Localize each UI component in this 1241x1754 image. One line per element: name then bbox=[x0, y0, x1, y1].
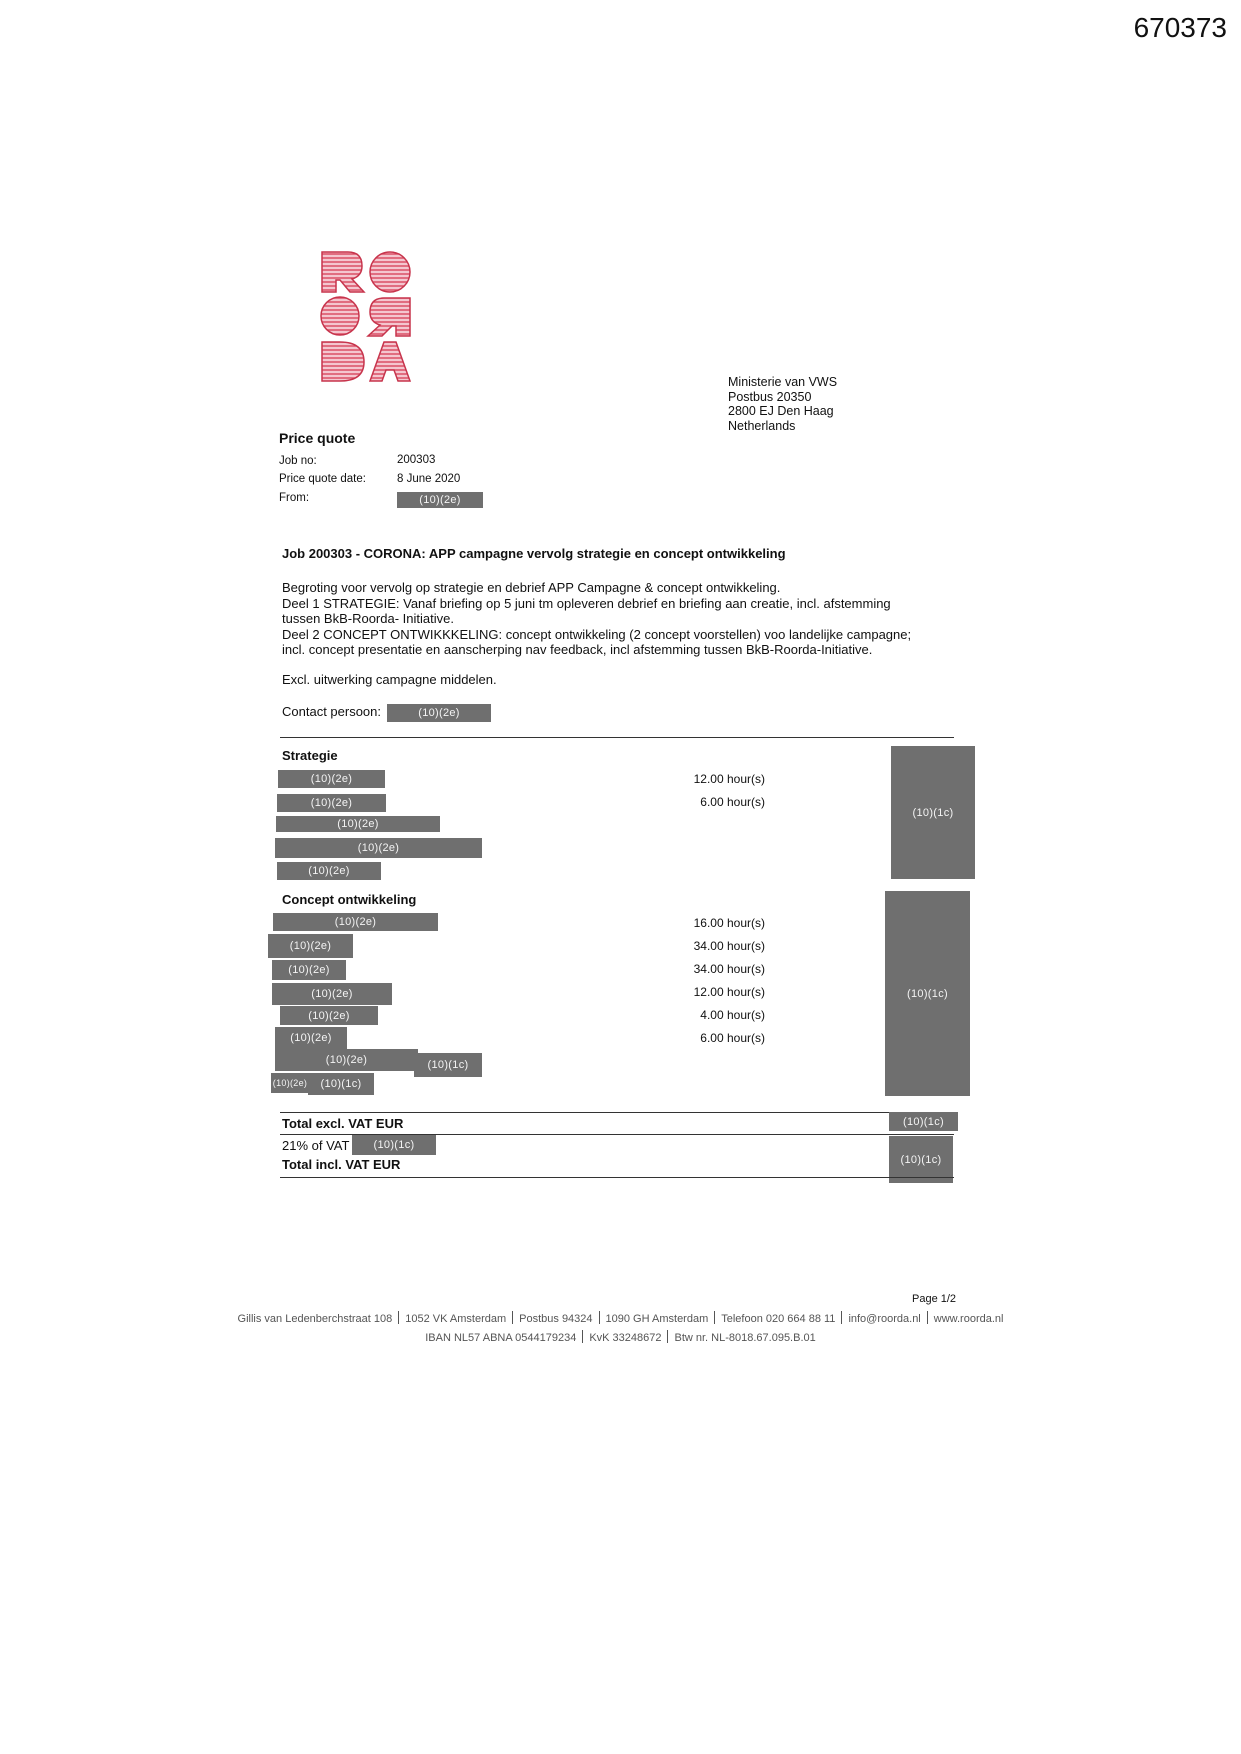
redaction-box: (10)(1c) bbox=[308, 1073, 374, 1095]
redaction-box: (10)(1c) bbox=[891, 746, 975, 879]
redaction-box: (10)(1c) bbox=[889, 1136, 953, 1183]
description-line: incl. concept presentatie en aanscherping nav feedback, incl afstemming tussen BkB-Roorda-Initiative. bbox=[282, 642, 873, 657]
footer-postbus-city: 1090 GH Amsterdam bbox=[605, 1313, 709, 1325]
hours-value: 12.00 hour(s) bbox=[693, 772, 765, 786]
redaction-box: (10)(2e) bbox=[277, 794, 386, 812]
divider bbox=[280, 737, 954, 738]
redaction-box: (10)(2e) bbox=[275, 1027, 347, 1049]
section-title-concept: Concept ontwikkeling bbox=[282, 892, 417, 907]
section-title-strategie: Strategie bbox=[282, 748, 338, 763]
redaction-box: (10)(2e) bbox=[271, 1073, 309, 1093]
divider bbox=[280, 1177, 954, 1178]
footer-street: Gillis van Ledenberchstraat 108 bbox=[237, 1313, 393, 1325]
footer-kvk: KvK 33248672 bbox=[589, 1332, 662, 1344]
recipient-line: 2800 EJ Den Haag bbox=[728, 404, 834, 418]
footer-btw: Btw nr. NL-8018.67.095.B.01 bbox=[674, 1332, 816, 1344]
quote-date-label: Price quote date: bbox=[279, 473, 366, 485]
hours-value: 12.00 hour(s) bbox=[693, 985, 765, 999]
hours-value: 6.00 hour(s) bbox=[700, 795, 765, 809]
recipient-address bbox=[728, 375, 837, 433]
document-number: 670373 bbox=[1133, 12, 1227, 43]
description-line: Deel 2 CONCEPT ONTWIKKKELING: concept ontwikkeling (2 concept voorstellen) voo landelijke campagne; bbox=[282, 626, 912, 642]
from-label: From: bbox=[279, 492, 310, 504]
document-heading: Price quote bbox=[279, 430, 356, 446]
job-number-label: Job no: bbox=[279, 455, 317, 467]
redaction-box: (10)(2e) bbox=[397, 492, 483, 508]
vat-label: 21% of VAT bbox=[282, 1138, 350, 1153]
job-title: Job 200303 - CORONA: APP campagne vervolg strategie en concept ontwikkeling bbox=[282, 546, 786, 561]
quote-date-value: 8 June 2020 bbox=[397, 473, 461, 485]
footer-phone: Telefoon 020 664 88 11 bbox=[721, 1313, 836, 1325]
description-line: tussen BkB-Roorda- Initiative. bbox=[282, 611, 454, 626]
redaction-box: (10)(2e) bbox=[387, 704, 491, 722]
roorda-logo bbox=[318, 248, 413, 383]
redaction-box: (10)(2e) bbox=[275, 838, 482, 858]
redaction-box: (10)(2e) bbox=[272, 960, 346, 980]
hours-value: 34.00 hour(s) bbox=[693, 962, 765, 976]
redaction-box: (10)(2e) bbox=[276, 816, 440, 832]
footer-postbus: Postbus 94324 bbox=[519, 1313, 593, 1325]
footer-postal: 1052 VK Amsterdam bbox=[405, 1313, 507, 1325]
redaction-box: (10)(2e) bbox=[273, 913, 438, 931]
redaction-box: (10)(1c) bbox=[885, 891, 970, 1096]
description-line: Deel 1 STRATEGIE: Vanaf briefing op 5 juni tm opleveren debrief en briefing aan creatie, incl. afstemming bbox=[282, 595, 891, 611]
hours-value: 6.00 hour(s) bbox=[700, 1031, 765, 1045]
page-number: Page 1/2 bbox=[912, 1293, 957, 1305]
footer-registration bbox=[0, 1330, 1241, 1344]
redaction-box: (10)(2e) bbox=[272, 983, 392, 1005]
footer-web: www.roorda.nl bbox=[933, 1313, 1004, 1325]
redaction-box: (10)(1c) bbox=[352, 1135, 436, 1155]
redaction-box: (10)(2e) bbox=[268, 934, 353, 958]
job-number-value: 200303 bbox=[397, 454, 436, 466]
footer-iban: IBAN NL57 ABNA 0544179234 bbox=[425, 1332, 577, 1344]
footer-address bbox=[0, 1311, 1241, 1325]
total-incl-vat-label: Total incl. VAT EUR bbox=[282, 1157, 401, 1172]
job-description bbox=[282, 580, 962, 658]
hours-value: 34.00 hour(s) bbox=[693, 939, 765, 953]
hours-value: 4.00 hour(s) bbox=[700, 1008, 765, 1022]
divider bbox=[280, 1112, 954, 1113]
redaction-box: (10)(2e) bbox=[277, 862, 381, 880]
exclusion-note: Excl. uitwerking campagne middelen. bbox=[282, 672, 497, 687]
recipient-line: Netherlands bbox=[728, 418, 796, 433]
contact-label: Contact persoon: bbox=[282, 704, 382, 719]
redaction-box: (10)(2e) bbox=[280, 1006, 378, 1025]
description-line: Begroting voor vervolg op strategie en debrief APP Campagne & concept ontwikkeling. bbox=[282, 580, 781, 595]
footer-email: info@roorda.nl bbox=[848, 1313, 921, 1325]
recipient-line: Ministerie van VWS bbox=[728, 375, 838, 389]
redaction-box: (10)(1c) bbox=[889, 1112, 958, 1131]
total-excl-vat-label: Total excl. VAT EUR bbox=[282, 1116, 404, 1131]
redaction-box: (10)(1c) bbox=[414, 1053, 482, 1077]
hours-value: 16.00 hour(s) bbox=[693, 916, 765, 930]
recipient-line: Postbus 20350 bbox=[728, 389, 812, 404]
redaction-box: (10)(2e) bbox=[275, 1049, 418, 1071]
redaction-box: (10)(2e) bbox=[278, 770, 385, 788]
